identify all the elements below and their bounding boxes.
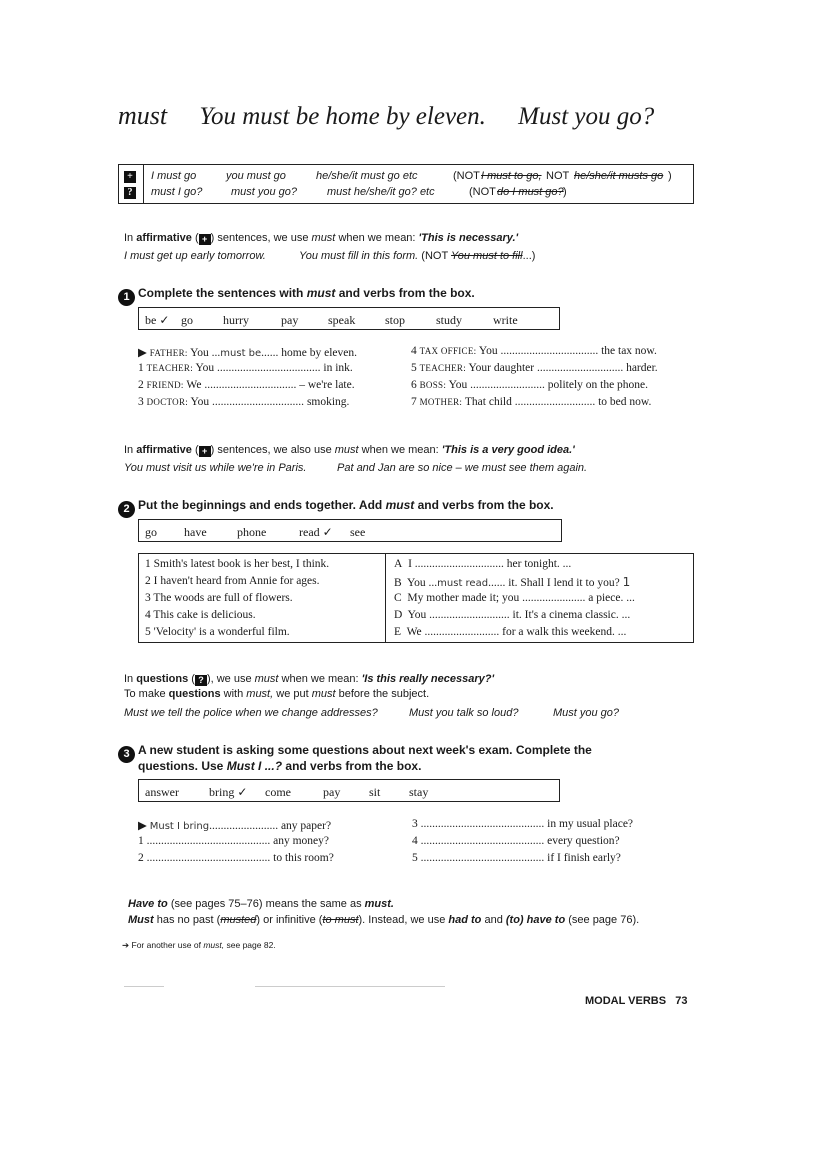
item-text: for a walk this weekend. ... <box>502 626 627 638</box>
word-box-item: phone <box>237 525 267 539</box>
item-prefix: 7 <box>411 396 417 408</box>
item-text: politely on the phone. <box>547 379 649 391</box>
rule-text: affirmative <box>136 232 192 244</box>
rule-text: must <box>311 688 336 700</box>
item-text: to bed now. <box>598 396 652 408</box>
rule3-example-b: Must you talk so loud? <box>409 707 519 719</box>
match-letter: D <box>394 609 403 621</box>
form-cell: I must go <box>151 170 197 182</box>
heading-text: Must I ...? <box>226 759 283 773</box>
match-letter: B <box>394 577 402 589</box>
note-wrong: to must <box>322 914 359 926</box>
page-number: 73 <box>675 995 688 1007</box>
note-text: ) or infinitive ( <box>256 914 323 926</box>
rule-quote: 'This is a very good idea.' <box>441 444 575 456</box>
crossref-text: must, <box>203 940 225 950</box>
item-text: her tonight. ... <box>506 558 572 570</box>
item-prefix: 1 <box>138 835 144 847</box>
rule-text: we put <box>276 688 309 700</box>
forms-table <box>118 164 694 204</box>
exercise-2-match-table <box>138 553 694 643</box>
exercise-3-item-example <box>138 818 331 832</box>
item-text: if I finish early? <box>547 852 621 864</box>
match-end-b <box>394 575 630 589</box>
note-text: had to <box>448 914 482 926</box>
item-speaker: MOTHER: <box>419 397 463 407</box>
item-prefix: 2 <box>138 852 144 864</box>
note-must-past <box>128 914 639 926</box>
heading-text: must <box>306 286 336 300</box>
item-speaker: FRIEND: <box>146 380 184 390</box>
item-speaker: BOSS: <box>419 380 447 390</box>
exercise-1-item-5[interactable] <box>411 362 658 374</box>
handwritten-answer: must be <box>220 348 262 359</box>
item-blank[interactable]: ........................................... <box>420 835 545 847</box>
rule1-example-b <box>299 250 535 262</box>
form-cell: ) <box>668 170 672 182</box>
item-text: to this room? <box>273 852 334 864</box>
exercise-3-item-5[interactable] <box>412 852 621 864</box>
exercise-3-item-3[interactable] <box>412 818 633 830</box>
exercise-3-item-4[interactable] <box>412 835 620 847</box>
match-end-a[interactable] <box>394 558 571 570</box>
item-prefix: 3 <box>412 818 418 830</box>
positive-symbol: + <box>124 171 136 183</box>
rule-text: before the subject. <box>338 688 430 700</box>
item-text: You ... <box>190 347 221 359</box>
item-text: in my usual place? <box>547 818 634 830</box>
heading-text: Put the beginnings and ends together. Add <box>138 498 383 512</box>
heading-text: questions. Use <box>138 759 224 773</box>
form-cell: (NOT <box>469 186 496 198</box>
note-have-to <box>128 898 394 910</box>
faint-rule <box>255 986 445 987</box>
item-text: ...... home by eleven. <box>261 347 357 359</box>
page-footer <box>585 995 688 1007</box>
plus-symbol: + <box>199 446 211 457</box>
plus-symbol: + <box>199 234 211 245</box>
heading-text: must <box>385 498 415 512</box>
rule-text: when we mean: <box>338 232 416 244</box>
footer-section: MODAL VERBS <box>585 995 667 1007</box>
item-speaker: TAX OFFICE: <box>419 346 477 356</box>
rule-text: when we mean: <box>281 673 359 685</box>
item-blank[interactable]: My mother made it; you ...................... <box>407 592 586 604</box>
rule-text: In <box>124 232 134 244</box>
exercise-number: 3 <box>118 746 135 763</box>
handwritten-answer: Must I bring <box>149 821 210 832</box>
form-cell: NOT <box>546 170 570 182</box>
exercise-1-item-example <box>138 345 357 359</box>
form-cell-wrong: I must to go, <box>481 170 542 182</box>
rule-text: must <box>334 444 359 456</box>
exercise-1-item-6[interactable] <box>411 379 648 391</box>
item-speaker: FATHER: <box>149 348 188 358</box>
exercise-1-item-2[interactable] <box>138 379 355 391</box>
form-cell-wrong: he/she/it musts go <box>574 170 664 182</box>
item-speaker: TEACHER: <box>419 363 467 373</box>
item-prefix: 3 <box>138 396 144 408</box>
item-prefix: 1 <box>138 362 144 374</box>
item-text: any money? <box>273 835 330 847</box>
word-box-item: come <box>265 785 291 799</box>
item-blank[interactable]: You .................................... <box>195 362 321 374</box>
item-prefix: 5 <box>411 362 417 374</box>
heading-text: and verbs from the box. <box>417 498 554 512</box>
word-box-item: be ✓ <box>145 313 170 327</box>
rule-affirmative-good-idea <box>124 444 575 457</box>
exercise-3-word-box <box>138 779 560 802</box>
word-box-item: have <box>184 525 207 539</box>
match-beginning: 1 Smith's latest book is her best, I think. <box>145 558 330 570</box>
match-letter: E <box>394 626 402 638</box>
match-end-e[interactable] <box>394 626 626 638</box>
match-beginning: 5 'Velocity' is a wonderful film. <box>145 626 290 638</box>
item-blank[interactable]: ........................................... <box>420 852 545 864</box>
page-title <box>118 101 680 131</box>
rule-text: In <box>124 673 134 685</box>
title-example-2: Must you go? <box>518 103 655 130</box>
title-example-1: You must be home by eleven. <box>199 103 486 130</box>
word-box-item: see <box>350 525 366 539</box>
note-text: (see pages 75–76) means the same as <box>170 898 362 910</box>
rule-questions <box>124 673 494 686</box>
word-box-item: pay <box>281 313 299 327</box>
item-text: ...... it. Shall I lend it to you? <box>488 577 620 589</box>
match-divider <box>385 554 386 642</box>
forms-divider <box>143 165 144 203</box>
item-text: every question? <box>547 835 620 847</box>
note-text: Must <box>128 914 154 926</box>
rule-text: must, <box>246 688 274 700</box>
rule-text: In <box>124 444 134 456</box>
rule1-example-a: I must get up early tomorrow. <box>124 250 266 262</box>
word-box-item: read ✓ <box>299 525 333 539</box>
item-blank[interactable]: ........................................... <box>146 835 271 847</box>
note-text: Have to <box>128 898 168 910</box>
word-box-item: stop <box>385 313 406 327</box>
item-speaker: TEACHER: <box>146 363 194 373</box>
form-cell: must he/she/it go? etc <box>327 186 435 198</box>
exercise-1-word-box <box>138 307 560 330</box>
item-prefix: ▶ <box>138 820 147 832</box>
rule-text: must <box>311 232 336 244</box>
item-blank[interactable]: We ................................ <box>186 379 297 391</box>
item-blank[interactable]: ........................................... <box>420 818 545 830</box>
item-blank[interactable]: You ................................ <box>190 396 305 408</box>
word-box-item: pay <box>323 785 341 799</box>
note-text: must. <box>364 898 394 910</box>
exercise-number: 1 <box>118 289 135 306</box>
word-box-item: speak <box>328 313 356 327</box>
item-prefix: 2 <box>138 379 144 391</box>
word-box-item: hurry <box>223 313 249 327</box>
heading-text: A new student is asking some questions about next week's exam. Complete the <box>138 743 592 757</box>
item-text: the tax now. <box>601 345 657 357</box>
question-symbol: ? <box>124 187 136 199</box>
item-blank[interactable]: We .......................... <box>406 626 500 638</box>
rule3-example-a: Must we tell the police when we change addresses? <box>124 707 378 719</box>
item-text: it. It's a cinema classic. ... <box>512 609 631 621</box>
form-cell: you must go <box>226 170 286 182</box>
item-blank[interactable]: Your daughter .............................. <box>468 362 624 374</box>
exercise-2-word-box <box>138 519 562 542</box>
form-cell: must I go? <box>151 186 203 198</box>
match-beginning: 2 I haven't heard from Annie for ages. <box>145 575 320 587</box>
item-text: a piece. ... <box>588 592 635 604</box>
rule-text: ( <box>191 673 195 685</box>
rule-text: ( <box>194 232 199 244</box>
form-cell: (NOT <box>453 170 480 182</box>
exercise-3-item-2[interactable] <box>138 852 334 864</box>
item-blank[interactable]: I ............................... <box>408 558 504 570</box>
item-prefix: ▶ <box>138 347 147 359</box>
example-text: You must fill in this form. <box>299 250 419 262</box>
item-blank[interactable]: You .................................. <box>478 345 599 357</box>
crossref-text: For another use of <box>131 940 201 950</box>
rule-text: ), we use <box>206 673 252 685</box>
crossref-text: see page 82. <box>226 940 276 950</box>
rule-text: ) sentences, we use <box>210 232 309 244</box>
rule2-example-a: You must visit us while we're in Paris. <box>124 462 307 474</box>
word-box-item: bring ✓ <box>209 785 248 799</box>
rule-question-form <box>124 688 429 700</box>
word-box-item: stay <box>409 785 429 799</box>
item-text: in ink. <box>323 362 353 374</box>
item-text: harder. <box>626 362 658 374</box>
word-box-item: answer <box>145 785 179 799</box>
exercise-3-heading-line-2 <box>138 759 421 773</box>
match-beginning: 4 This cake is delicious. <box>145 609 256 621</box>
item-blank[interactable]: That child ............................ <box>464 396 596 408</box>
form-cell: must you go? <box>231 186 298 198</box>
note-text: (to) have to <box>505 914 566 926</box>
item-blank[interactable]: ........................................... <box>146 852 271 864</box>
exercise-3-item-1[interactable] <box>138 835 329 847</box>
rule-text: affirmative <box>136 444 192 456</box>
arrow-icon: ➔ <box>122 940 130 950</box>
form-cell-wrong: do I must go? <box>497 186 564 198</box>
exercise-1-item-3[interactable] <box>138 396 349 408</box>
item-prefix: 4 <box>412 835 418 847</box>
rule-quote: 'Is this really necessary?' <box>361 673 495 685</box>
rule-text: with <box>223 688 244 700</box>
rule3-example-c: Must you go? <box>553 707 620 719</box>
rule-text: ) sentences, we also use <box>210 444 332 456</box>
example-wrong: You must to fill <box>451 250 523 262</box>
item-text: smoking. <box>306 396 350 408</box>
match-end-d[interactable] <box>394 609 630 621</box>
heading-text: Complete the sentences with <box>138 286 304 300</box>
item-prefix: 4 <box>411 345 417 357</box>
rule2-example-b: Pat and Jan are so nice – we must see them again. <box>337 462 588 474</box>
item-speaker: DOCTOR: <box>146 397 189 407</box>
heading-text: and verbs from the box. <box>285 759 422 773</box>
rule-text: must <box>254 673 279 685</box>
item-blank[interactable]: You ............................ <box>407 609 510 621</box>
rule-text: To make <box>124 688 166 700</box>
word-box-item: go <box>181 313 193 327</box>
heading-text: and verbs from the box. <box>338 286 475 300</box>
exercise-number: 2 <box>118 501 135 518</box>
cross-reference[interactable] <box>122 940 276 951</box>
exercise-1-item-4[interactable] <box>411 345 657 357</box>
example-text: (NOT <box>421 250 449 262</box>
match-beginning: 3 The woods are full of flowers. <box>145 592 293 604</box>
exercise-1-heading <box>118 286 475 306</box>
rule-text: when we mean: <box>361 444 439 456</box>
item-blank[interactable]: You .......................... <box>448 379 545 391</box>
note-wrong: musted <box>220 914 257 926</box>
form-cell: ) <box>563 186 567 198</box>
title-word: must <box>118 101 168 130</box>
note-text: has no past ( <box>156 914 221 926</box>
rule-text: ( <box>194 444 199 456</box>
form-cell: he/she/it must go etc <box>316 170 418 182</box>
rule-text: questions <box>168 688 221 700</box>
faint-rule <box>124 986 164 987</box>
item-text: – we're late. <box>299 379 355 391</box>
exercise-1-item-7[interactable] <box>411 396 651 408</box>
handwritten-match-number: 1 <box>622 575 631 589</box>
match-letter: A <box>394 558 403 570</box>
word-box-item: study <box>436 313 463 327</box>
item-text: You ... <box>407 577 438 589</box>
note-text: ). Instead, we use <box>358 914 446 926</box>
rule-affirmative-necessary <box>124 232 518 245</box>
word-box-item: write <box>493 313 518 327</box>
note-text: and <box>484 914 503 926</box>
item-text: any paper? <box>280 820 332 832</box>
match-letter: C <box>394 592 402 604</box>
example-text: ...) <box>522 250 536 262</box>
exercise-2-heading <box>118 498 554 518</box>
word-box-item: sit <box>369 785 381 799</box>
word-box-item: go <box>145 525 157 539</box>
item-prefix: 6 <box>411 379 417 391</box>
question-symbol: ? <box>195 675 207 686</box>
item-prefix: 5 <box>412 852 418 864</box>
match-end-c[interactable] <box>394 592 635 604</box>
note-text: (see page 76). <box>568 914 640 926</box>
handwritten-answer: must read <box>437 578 489 589</box>
item-text: ........................ <box>209 820 279 832</box>
exercise-1-item-1[interactable] <box>138 362 353 374</box>
rule-quote: 'This is necessary.' <box>418 232 519 244</box>
rule-text: questions <box>136 673 189 685</box>
